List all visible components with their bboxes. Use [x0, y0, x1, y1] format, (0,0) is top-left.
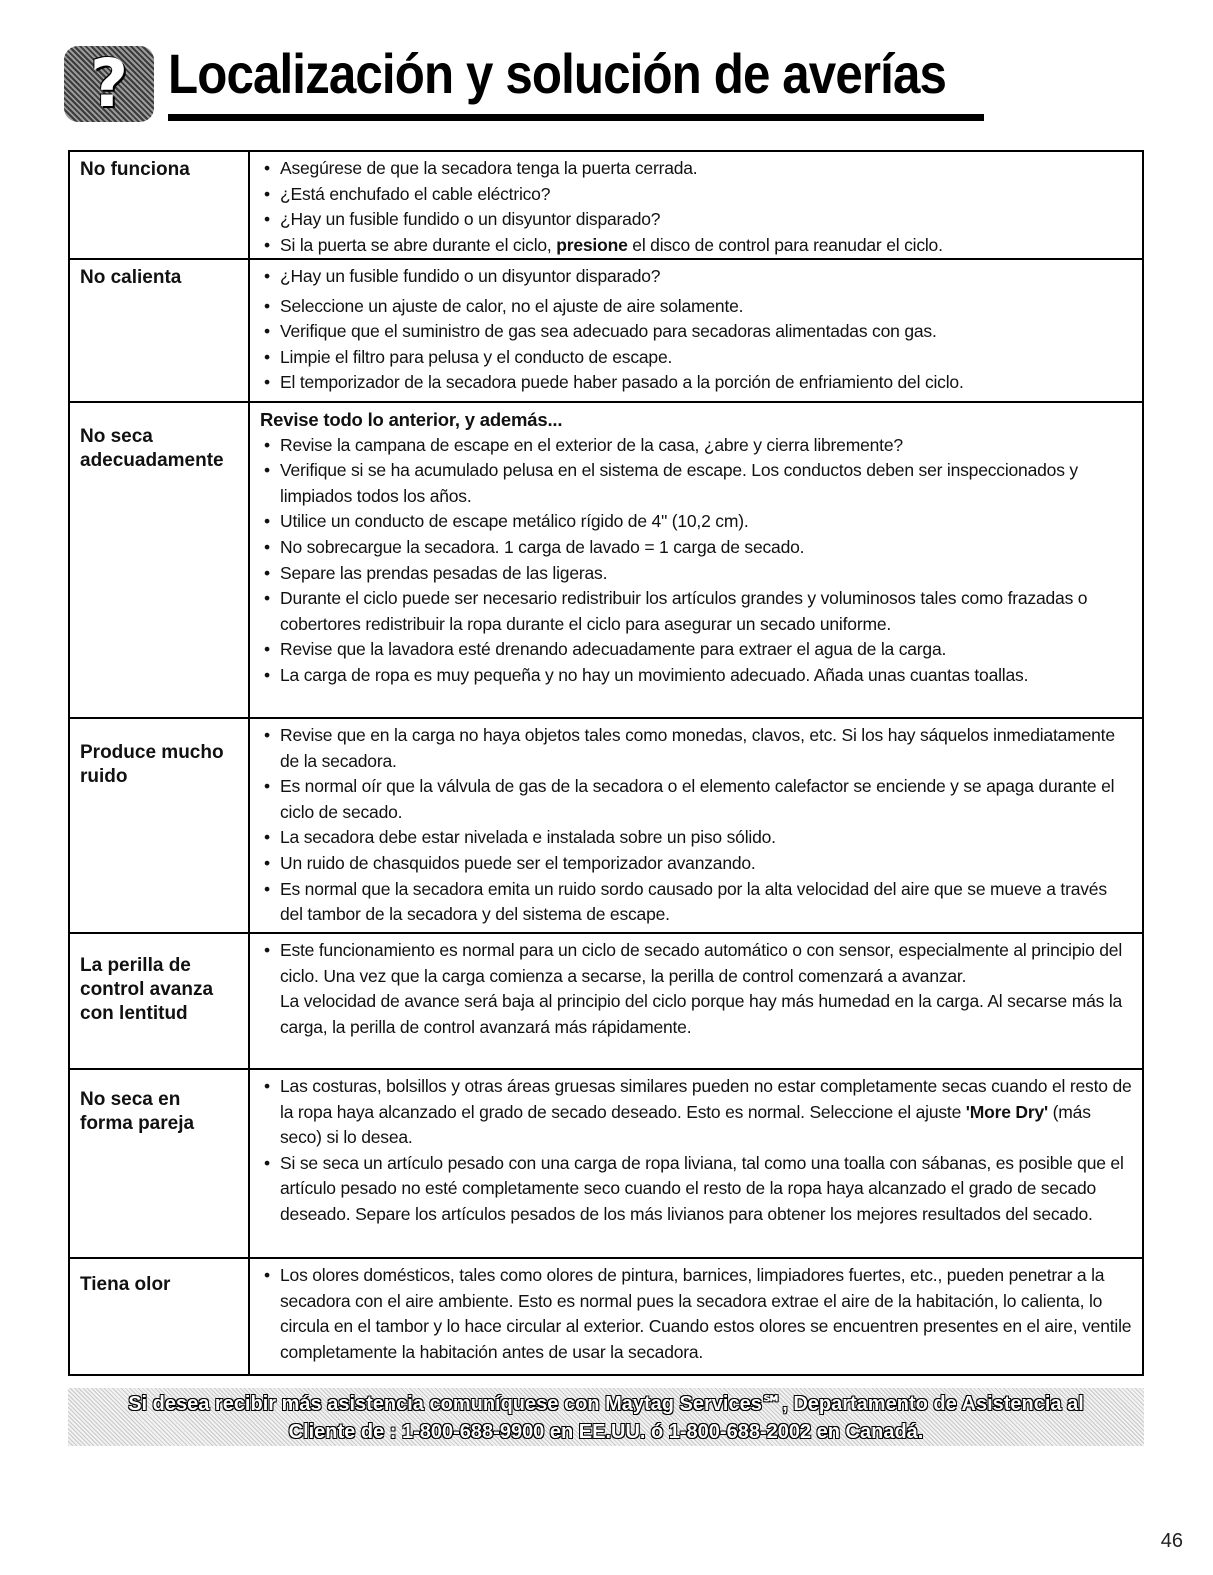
page-number: 46 — [1160, 1530, 1183, 1552]
troubleshooting-table — [68, 150, 1144, 1376]
solution-list — [250, 152, 1142, 258]
list-item: • Revise la campana de escape en el exterior de la casa, ¿abre y cierra libremente? — [260, 433, 1132, 459]
title-underline — [168, 114, 984, 121]
table-row — [70, 152, 1142, 260]
problem-label: No calienta — [70, 260, 250, 401]
page-title: Localización y solución de averías — [168, 42, 947, 105]
solution-list — [250, 403, 1142, 717]
question-mark-icon: ? — [64, 46, 154, 122]
list-item: • Este funcionamiento es normal para un ciclo de secado automático o con sensor, especialmente al principio del ciclo. Una vez que la carga comienza a secarse, la perilla de control comenzará a avanzar. — [260, 938, 1132, 989]
section-lead: Revise todo lo anterior, y además... — [260, 409, 563, 430]
list-item: • El temporizador de la secadora puede haber pasado a la porción de enfriamiento del ciclo. — [260, 370, 1132, 396]
problem-label: Tiena olor — [70, 1259, 250, 1374]
list-item: • Asegúrese de que la secadora tenga la puerta cerrada. — [260, 156, 1132, 182]
banner-line: Si desea recibir más asistencia comuníquese con Maytag Services℠, Departamento de Asistencia al — [128, 1393, 1084, 1415]
list-item: • Revise que la lavadora esté drenando adecuadamente para extraer el agua de la carga. — [260, 637, 1132, 663]
solution-list — [250, 1070, 1142, 1257]
list-item: • Si la puerta se abre durante el ciclo, presione el disco de control para reanudar el ciclo. — [260, 233, 1132, 259]
list-item: • Las costuras, bolsillos y otras áreas gruesas similares pueden no estar completamente secas cuando el resto de la ropa haya alcanzado el grado de secado deseado. Esto es normal. Seleccione el ajuste 'More Dry' (más seco) si lo desea. — [260, 1074, 1132, 1151]
table-row — [70, 719, 1142, 934]
list-item: • Si se seca un artículo pesado con una carga de ropa liviana, tal como una toalla con sábanas, es posible que el artículo pesado no esté completamente seco cuando el resto de la ropa haya alcanzado el grado de secado deseado. Separe los artículos pesados de los más livianos para obtener los mejores resultados del secado. — [260, 1151, 1132, 1228]
solution-list — [250, 260, 1142, 401]
page-header — [64, 38, 947, 124]
problem-label: No seca en forma pareja — [70, 1070, 250, 1257]
list-item: • Es normal que la secadora emita un ruido sordo causado por la alta velocidad del aire que se mueve a través del tambor de la secadora y del sistema de escape. — [260, 877, 1132, 928]
table-row — [70, 934, 1142, 1070]
problem-label: No seca adecuadamente — [70, 403, 250, 717]
list-item: • Es normal oír que la válvula de gas de la secadora o el elemento calefactor se enciende y se apaga durante el ciclo de secado. — [260, 774, 1132, 825]
assistance-banner — [68, 1388, 1144, 1446]
table-row — [70, 1259, 1142, 1374]
list-item: • La secadora debe estar nivelada e instalada sobre un piso sólido. — [260, 825, 1132, 851]
solution-list — [250, 719, 1142, 932]
banner-line: Cliente de : 1-800-688-9900 en EE.UU. ó 1-800-688-2002 en Canadá. — [288, 1421, 924, 1443]
problem-label: No funciona — [70, 152, 250, 258]
table-row — [70, 1070, 1142, 1259]
list-item: • Utilice un conducto de escape metálico rígido de 4" (10,2 cm). — [260, 509, 1132, 535]
list-item: • Verifique que el suministro de gas sea adecuado para secadoras alimentadas con gas. — [260, 319, 1132, 345]
note-text: La velocidad de avance será baja al principio del ciclo porque hay más humedad en la carga. Al secarse más la carga, la perilla de control avanzará más rápidamente. — [280, 991, 1123, 1037]
list-item: • Seleccione un ajuste de calor, no el ajuste de aire solamente. — [260, 294, 1132, 320]
list-item: • Limpie el filtro para pelusa y el conducto de escape. — [260, 345, 1132, 371]
list-item: • ¿Hay un fusible fundido o un disyuntor disparado? — [260, 207, 1132, 233]
list-item: • Durante el ciclo puede ser necesario redistribuir los artículos grandes y voluminosos tales como frazadas o cobertores redistribuir la ropa durante el ciclo para asegurar un secado uniforme. — [260, 586, 1132, 637]
solution-list — [250, 934, 1142, 1068]
problem-label: Produce mucho ruido — [70, 719, 250, 932]
problem-label: La perilla de control avanza con lentitud — [70, 934, 250, 1068]
list-item: • Los olores domésticos, tales como olores de pintura, barnices, limpiadores fuertes, etc., pueden penetrar a la secadora con el aire ambiente. Esto es normal pues la secadora extrae el aire de la habitación, lo calienta, lo circula en el tambor y lo hace circular al exterior. Cuando estos olores se encuentren presentes en el aire, ventile completamente la habitación antes de usar la secadora. — [260, 1263, 1132, 1365]
list-item: • ¿Está enchufado el cable eléctrico? — [260, 182, 1132, 208]
list-item: • Verifique si se ha acumulado pelusa en el sistema de escape. Los conductos deben ser inspeccionados y limpiados todos los años. — [260, 458, 1132, 509]
list-item: • No sobrecargue la secadora. 1 carga de lavado = 1 carga de secado. — [260, 535, 1132, 561]
table-row — [70, 260, 1142, 403]
list-item: • La carga de ropa es muy pequeña y no hay un movimiento adecuado. Añada unas cuantas toallas. — [260, 663, 1132, 689]
list-item: • Revise que en la carga no haya objetos tales como monedas, clavos, etc. Si los hay sáquelos inmediatamente de la secadora. — [260, 723, 1132, 774]
table-row — [70, 403, 1142, 719]
list-item: • ¿Hay un fusible fundido o un disyuntor disparado? — [260, 264, 1132, 290]
list-item: • Separe las prendas pesadas de las ligeras. — [260, 561, 1132, 587]
list-item: • Un ruido de chasquidos puede ser el temporizador avanzando. — [260, 851, 1132, 877]
solution-list — [250, 1259, 1142, 1374]
